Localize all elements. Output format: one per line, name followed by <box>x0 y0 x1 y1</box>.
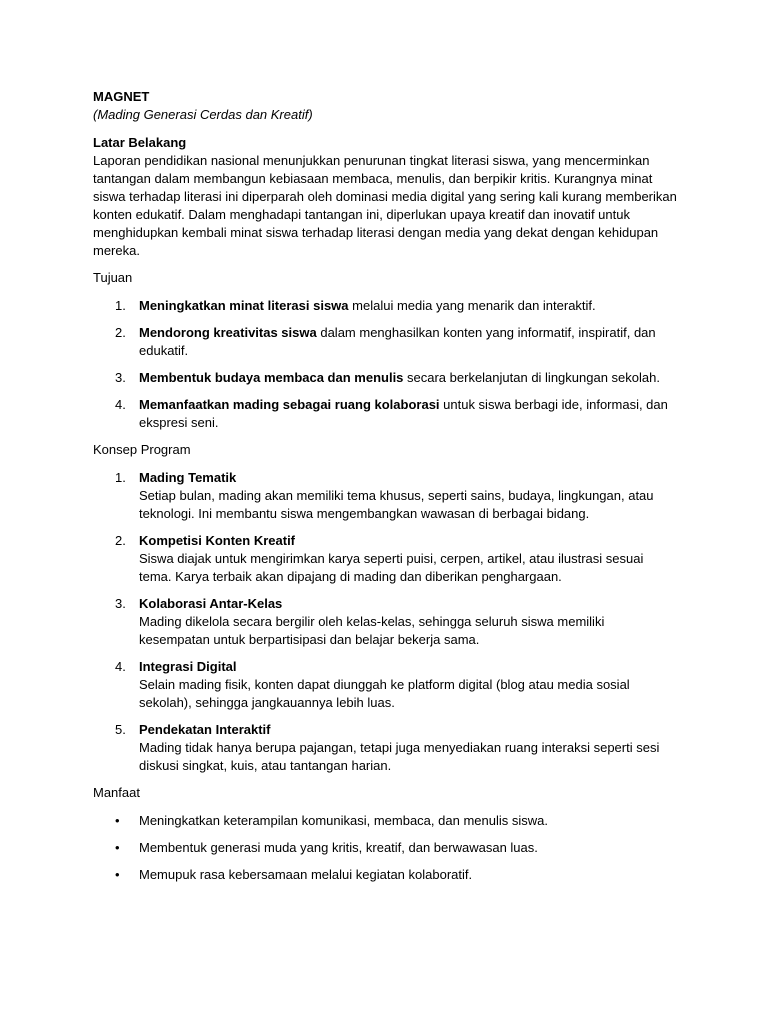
concept-item <box>93 658 678 712</box>
concept-description: Setiap bulan, mading akan memiliki tema khusus, seperti sains, budaya, lingkungan, atau teknologi. Ini membantu siswa mengembangkan wawasan di berbagai bidang. <box>139 488 654 521</box>
benefit-text: Meningkatkan keterampilan komunikasi, membaca, dan menulis siswa. <box>139 813 548 828</box>
goal-text: untuk siswa berbagi ide, informasi, dan ekspresi seni. <box>139 397 668 430</box>
concept-title: Kolaborasi Antar-Kelas <box>139 596 283 611</box>
goal-item <box>93 324 678 360</box>
concept-item <box>93 595 678 649</box>
concept-item <box>93 532 678 586</box>
goal-number: 3. <box>115 370 126 385</box>
concept-description: Mading dikelola secara bergilir oleh kelas-kelas, sehingga seluruh siswa memiliki kesempatan untuk berpartisipasi dan belajar bekerja sama. <box>139 614 605 647</box>
concept-description: Siswa diajak untuk mengirimkan karya seperti puisi, cerpen, artikel, atau ilustrasi sesuai tema. Karya terbaik akan dipajang di mading dan diberikan penghargaan. <box>139 551 644 584</box>
goal-number: 4. <box>115 397 126 412</box>
concept-number: 1. <box>115 470 126 485</box>
concept-item <box>93 721 678 775</box>
concept-title: Integrasi Digital <box>139 659 237 674</box>
goal-item <box>93 297 678 315</box>
goals-heading: Tujuan <box>93 270 133 285</box>
concept-list <box>93 469 678 775</box>
goals-list <box>93 297 678 432</box>
goal-bold-text: Memanfaatkan mading sebagai ruang kolaborasi <box>139 397 440 412</box>
concept-number: 3. <box>115 596 126 611</box>
goal-bold-text: Membentuk budaya membaca dan menulis <box>139 370 404 385</box>
benefit-text: Memupuk rasa kebersamaan melalui kegiatan kolaboratif. <box>139 867 473 882</box>
bullet-icon: • <box>115 867 120 882</box>
concept-number: 4. <box>115 659 126 674</box>
bullet-icon: • <box>115 840 120 855</box>
goal-text: secara berkelanjutan di lingkungan sekolah. <box>403 370 660 385</box>
benefit-item <box>93 812 678 830</box>
goal-number: 2. <box>115 325 126 340</box>
benefit-item <box>93 866 678 884</box>
goal-text: dalam menghasilkan konten yang informatif, inspiratif, dan edukatif. <box>139 325 656 358</box>
document-subtitle: (Mading Generasi Cerdas dan Kreatif) <box>93 107 313 122</box>
concept-description: Mading tidak hanya berupa pajangan, tetapi juga menyediakan ruang interaksi seperti sesi diskusi singkat, kuis, atau tantangan harian. <box>139 740 660 773</box>
concept-number: 5. <box>115 722 126 737</box>
concept-title: Pendekatan Interaktif <box>139 722 271 737</box>
benefits-heading: Manfaat <box>93 785 140 800</box>
goal-text: melalui media yang menarik dan interaktif. <box>348 298 596 313</box>
goal-bold-text: Mendorong kreativitas siswa <box>139 325 317 340</box>
concept-title: Mading Tematik <box>139 470 237 485</box>
concept-item <box>93 469 678 523</box>
concept-title: Kompetisi Konten Kreatif <box>139 533 296 548</box>
goal-item <box>93 396 678 432</box>
benefits-list <box>93 812 678 884</box>
benefit-item <box>93 839 678 857</box>
goal-item <box>93 369 678 387</box>
background-heading: Latar Belakang <box>93 135 187 150</box>
goal-number: 1. <box>115 298 126 313</box>
background-paragraph: Laporan pendidikan nasional menunjukkan penurunan tingkat literasi siswa, yang mencerminkan tantangan dalam membangun kebiasaan membaca, menulis, dan berpikir kritis. Kurangnya minat siswa terhadap literasi ini diperparah oleh dominasi media digital yang sering kali kurang memberikan konten edukatif. Dalam menghadapi tantangan ini, diperlukan upaya kreatif dan inovatif untuk menghidupkan kembali minat siswa terhadap literasi dengan media yang dekat dengan kehidupan mereka. <box>93 153 677 258</box>
benefit-text: Membentuk generasi muda yang kritis, kreatif, dan berwawasan luas. <box>139 840 538 855</box>
concept-heading: Konsep Program <box>93 442 191 457</box>
document-title: MAGNET <box>93 89 150 104</box>
concept-number: 2. <box>115 533 126 548</box>
goal-bold-text: Meningkatkan minat literasi siswa <box>139 298 349 313</box>
concept-description: Selain mading fisik, konten dapat diunggah ke platform digital (blog atau media sosial sekolah), sehingga jangkauannya lebih luas. <box>139 677 630 710</box>
bullet-icon: • <box>115 813 120 828</box>
